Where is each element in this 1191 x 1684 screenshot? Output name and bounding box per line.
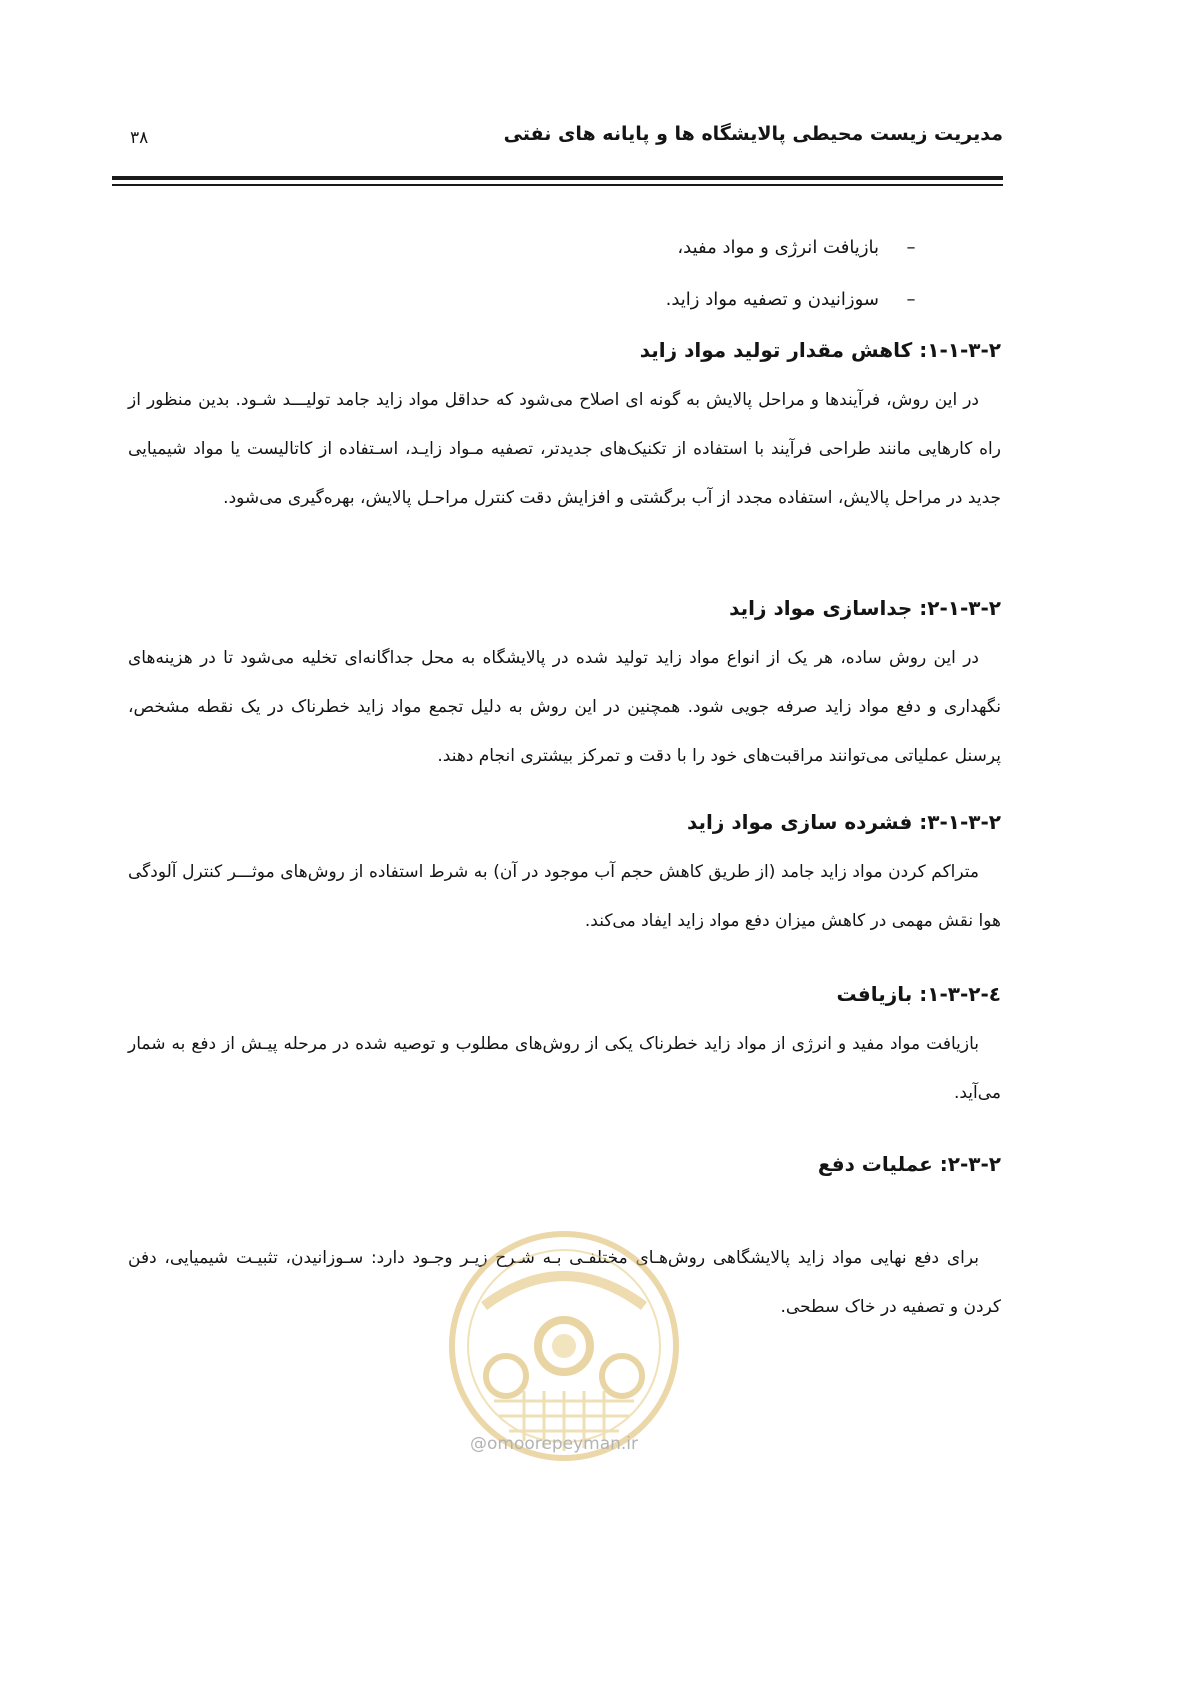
header-rule-thin (112, 184, 1003, 186)
paragraph-text: متراکم کردن مواد زاید جامد (از طریق کاهش حجم آب موجود در آن) به شرط استفاده از روش‌های موثـــر کنترل آلودگی هوا نقش مهمی در کاهش میزان دفع مواد زاید ایفاد می‌کند. (128, 862, 1001, 931)
bullet-text: سوزانیدن و تصفیه مواد زاید. (665, 289, 879, 310)
section-waste-compaction (128, 810, 1001, 946)
section-heading: ۱-۱-۳-۲: کاهش مقدار تولید مواد زاید (639, 338, 1001, 362)
page-number: ۳۸ (130, 128, 149, 148)
paragraph-text: برای دفع نهایی مواد زاید پالایشگاهی روش‌هـای مختلفـی بـه شـرح زیـر وجـود دارد: سـوزانیدن، تثبیـت شیمیایی، دفن کردن و تصفیه در خاک سطحی. (128, 1248, 1001, 1317)
section-waste-reduction (128, 338, 1001, 523)
bullet-dash: – (906, 289, 916, 310)
section-paragraph (128, 1020, 1001, 1118)
section-recycling (128, 982, 1001, 1118)
list-item (666, 274, 931, 326)
paragraph-text: در این روش، فرآیندها و مراحل پالایش به گونه ای اصلاح می‌شود که حداقل مواد زاید جامد تولیـــد شـود. بدین منظور از راه کارهایی مانند طراحی فرآیند با استفاده از تکنیک‌های جدیدتر، تصفیه مـواد زایـد، اسـتفاده از کاتالیست یا مواد شیمیایی جدید در مراحل پالایش، استفاده مجدد از آب برگشتی و افزایش دقت کنترل مراحـل پالایش، بهره‌گیری می‌شود. (128, 390, 1001, 508)
watermark-seal-icon (444, 1226, 684, 1466)
paragraph-text: بازیافت مواد مفید و انرژی از مواد زاید خطرناک یکی از روش‌های مطلوب و توصیه شده در مرحله پیـش از دفع به شمار می‌آید. (128, 1034, 1001, 1103)
section-paragraph (128, 848, 1001, 946)
section-heading: ۲-۳-۲: عملیات دفع (817, 1152, 1001, 1176)
bullet-dash: – (906, 237, 916, 258)
section-waste-separation (128, 596, 1001, 781)
header-rule-thick (112, 176, 1003, 180)
bullet-text: بازیافت انرژی و مواد مفید، (677, 237, 879, 258)
list-item (666, 222, 931, 274)
section-paragraph (128, 376, 1001, 523)
running-header-title: مدیریت زیست محیطی پالایشگاه ها و پایانه های نفتی (503, 123, 1003, 145)
intro-bullet-list (666, 222, 931, 326)
section-heading: ٤-۱-۳-۲: بازیافت (836, 982, 1001, 1006)
paragraph-text: در این روش ساده، هر یک از انواع مواد زاید تولید شده در پالایشگاه به محل جداگانه‌ای تخلیه می‌شود تا در هزینه‌های نگهداری و دفع مواد زاید صرفه جویی شود. همچنین در این روش به دلیل تجمع مواد زاید خطرناک در یک نقطه مشخص، پرسنل عملیاتی می‌توانند مراقبت‌های خود را با دقت و تمرکز بیشتری انجام دهند. (128, 648, 1001, 766)
section-heading: ۳-۱-۳-۲: فشرده سازی مواد زاید (686, 810, 1001, 834)
watermark-url: @omoorepeyman.ir (470, 1434, 639, 1454)
section-paragraph (128, 634, 1001, 781)
section-heading: ۲-۱-۳-۲: جداسازی مواد زاید (729, 596, 1001, 620)
